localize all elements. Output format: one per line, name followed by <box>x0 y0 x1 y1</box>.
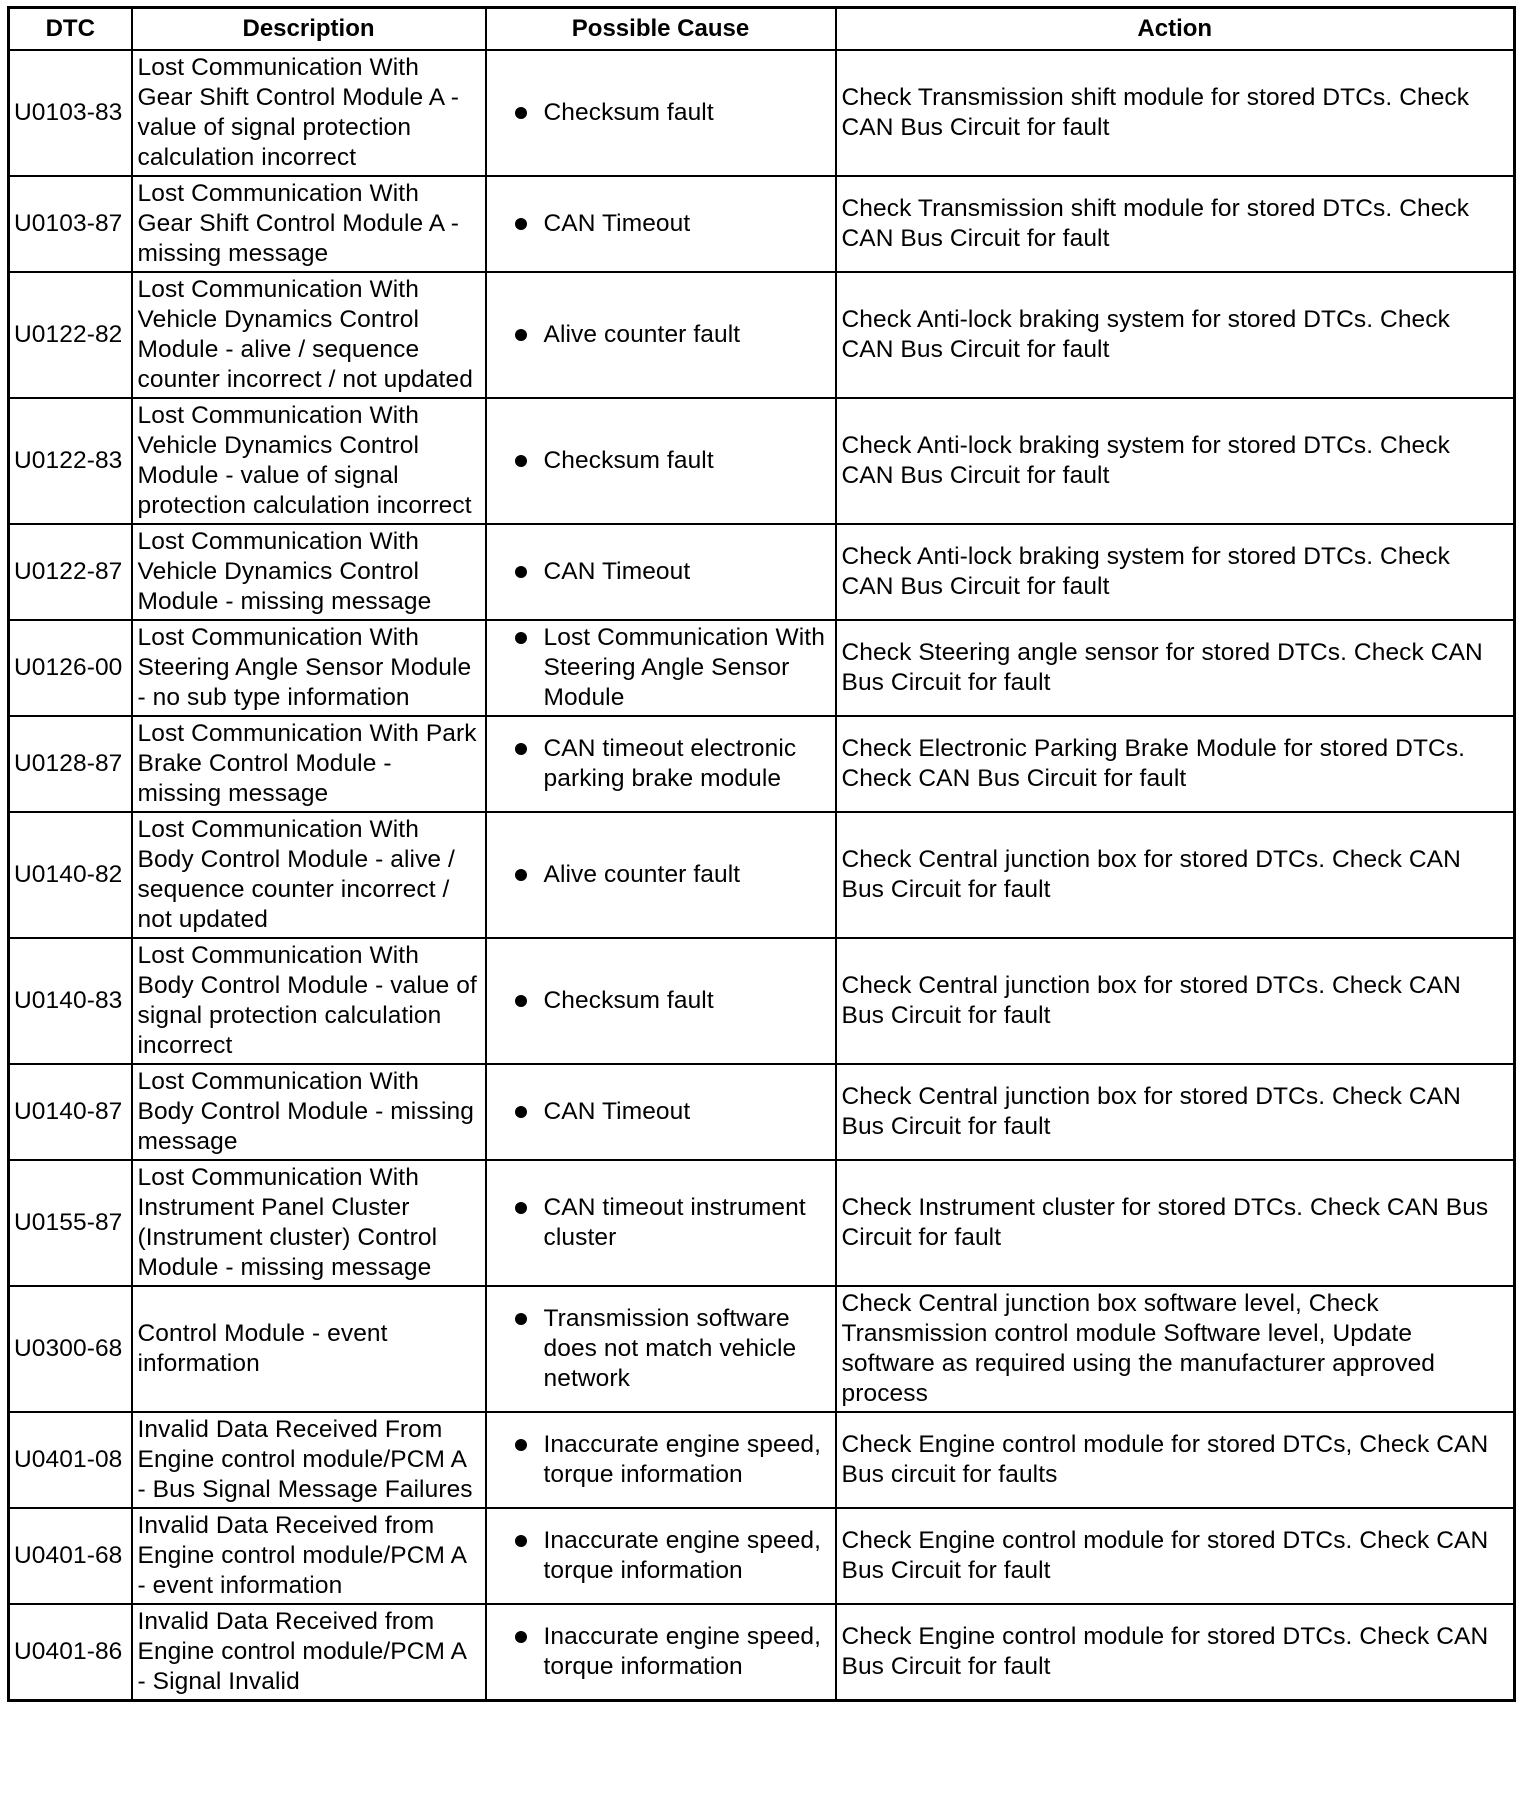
dtc-code: U0155-87 <box>9 1160 132 1286</box>
dtc-code: U0300-68 <box>9 1286 132 1412</box>
possible-cause-list <box>492 320 830 350</box>
action-text: Check Central junction box for stored DTCs. Check CAN Bus Circuit for fault <box>836 1064 1515 1160</box>
table-row <box>9 1064 1515 1160</box>
table-row <box>9 524 1515 620</box>
table-row <box>9 272 1515 398</box>
possible-cause-cell <box>486 938 836 1064</box>
possible-cause-cell <box>486 812 836 938</box>
dtc-description: Invalid Data Received from Engine control module/PCM A - event information <box>132 1508 486 1604</box>
possible-cause-list <box>492 1097 830 1127</box>
possible-cause: CAN Timeout <box>492 209 830 239</box>
action-text: Check Central junction box for stored DTCs. Check CAN Bus Circuit for fault <box>836 938 1515 1064</box>
possible-cause-cell <box>486 524 836 620</box>
possible-cause: Lost Communication With Steering Angle Sensor Module <box>492 623 830 713</box>
possible-cause-cell <box>486 1286 836 1412</box>
possible-cause-cell <box>486 1064 836 1160</box>
dtc-code: U0122-82 <box>9 272 132 398</box>
action-text: Check Engine control module for stored DTCs. Check CAN Bus Circuit for fault <box>836 1508 1515 1604</box>
table-row <box>9 1160 1515 1286</box>
dtc-code: U0126-00 <box>9 620 132 716</box>
dtc-description: Lost Communication With Instrument Panel Cluster (Instrument cluster) Control Module - missing message <box>132 1160 486 1286</box>
dtc-description: Lost Communication With Body Control Module - alive / sequence counter incorrect / not updated <box>132 812 486 938</box>
possible-cause-list <box>492 860 830 890</box>
table-row <box>9 716 1515 812</box>
possible-cause-cell <box>486 272 836 398</box>
dtc-description: Lost Communication With Park Brake Control Module - missing message <box>132 716 486 812</box>
dtc-code: U0401-68 <box>9 1508 132 1604</box>
table-row <box>9 1412 1515 1508</box>
header-possible-cause: Possible Cause <box>486 8 836 50</box>
action-text: Check Instrument cluster for stored DTCs. Check CAN Bus Circuit for fault <box>836 1160 1515 1286</box>
dtc-description: Lost Communication With Gear Shift Control Module A - missing message <box>132 176 486 272</box>
action-text: Check Engine control module for stored DTCs. Check CAN Bus Circuit for fault <box>836 1604 1515 1701</box>
action-text: Check Anti-lock braking system for stored DTCs. Check CAN Bus Circuit for fault <box>836 398 1515 524</box>
possible-cause: Alive counter fault <box>492 860 830 890</box>
possible-cause: Alive counter fault <box>492 320 830 350</box>
possible-cause-list <box>492 623 830 713</box>
possible-cause: Checksum fault <box>492 98 830 128</box>
dtc-code: U0122-83 <box>9 398 132 524</box>
possible-cause: Checksum fault <box>492 986 830 1016</box>
possible-cause: CAN Timeout <box>492 557 830 587</box>
table-header <box>9 8 1515 50</box>
possible-cause-list <box>492 1430 830 1490</box>
possible-cause-list <box>492 446 830 476</box>
possible-cause-cell <box>486 1160 836 1286</box>
table-row <box>9 1604 1515 1701</box>
header-description: Description <box>132 8 486 50</box>
dtc-description: Lost Communication With Vehicle Dynamics Control Module - missing message <box>132 524 486 620</box>
table-row <box>9 620 1515 716</box>
possible-cause: CAN timeout instrument cluster <box>492 1193 830 1253</box>
table-body <box>9 50 1515 1701</box>
dtc-code: U0140-82 <box>9 812 132 938</box>
table-row <box>9 398 1515 524</box>
dtc-code: U0140-87 <box>9 1064 132 1160</box>
action-text: Check Electronic Parking Brake Module for stored DTCs. Check CAN Bus Circuit for fault <box>836 716 1515 812</box>
possible-cause-list <box>492 1622 830 1682</box>
possible-cause-cell <box>486 1604 836 1701</box>
possible-cause: Checksum fault <box>492 446 830 476</box>
dtc-code: U0401-86 <box>9 1604 132 1701</box>
dtc-description: Lost Communication With Body Control Module - missing message <box>132 1064 486 1160</box>
possible-cause-list <box>492 986 830 1016</box>
header-action: Action <box>836 8 1515 50</box>
header-dtc: DTC <box>9 8 132 50</box>
dtc-code: U0103-83 <box>9 50 132 176</box>
action-text: Check Central junction box for stored DTCs. Check CAN Bus Circuit for fault <box>836 812 1515 938</box>
dtc-description: Control Module - event information <box>132 1286 486 1412</box>
possible-cause-list <box>492 98 830 128</box>
dtc-description: Lost Communication With Vehicle Dynamics Control Module - alive / sequence counter incorrect / not updated <box>132 272 486 398</box>
possible-cause: Transmission software does not match vehicle network <box>492 1304 830 1394</box>
dtc-code: U0401-08 <box>9 1412 132 1508</box>
possible-cause-cell <box>486 176 836 272</box>
possible-cause-cell <box>486 50 836 176</box>
possible-cause-list <box>492 557 830 587</box>
possible-cause-list <box>492 1304 830 1394</box>
dtc-description: Lost Communication With Gear Shift Control Module A - value of signal protection calculation incorrect <box>132 50 486 176</box>
action-text: Check Anti-lock braking system for stored DTCs. Check CAN Bus Circuit for fault <box>836 524 1515 620</box>
action-text: Check Steering angle sensor for stored DTCs. Check CAN Bus Circuit for fault <box>836 620 1515 716</box>
table-row <box>9 938 1515 1064</box>
possible-cause: Inaccurate engine speed, torque information <box>492 1526 830 1586</box>
dtc-code: U0103-87 <box>9 176 132 272</box>
possible-cause-cell <box>486 1508 836 1604</box>
possible-cause-cell <box>486 716 836 812</box>
dtc-description: Lost Communication With Vehicle Dynamics Control Module - value of signal protection calculation incorrect <box>132 398 486 524</box>
possible-cause-cell <box>486 1412 836 1508</box>
header-row <box>9 8 1515 50</box>
dtc-code: U0140-83 <box>9 938 132 1064</box>
dtc-code: U0128-87 <box>9 716 132 812</box>
dtc-description: Invalid Data Received from Engine control module/PCM A - Signal Invalid <box>132 1604 486 1701</box>
dtc-description: Invalid Data Received From Engine control module/PCM A - Bus Signal Message Failures <box>132 1412 486 1508</box>
possible-cause-list <box>492 734 830 794</box>
action-text: Check Engine control module for stored DTCs, Check CAN Bus circuit for faults <box>836 1412 1515 1508</box>
dtc-description: Lost Communication With Steering Angle Sensor Module - no sub type information <box>132 620 486 716</box>
dtc-table <box>7 6 1516 1702</box>
action-text: Check Transmission shift module for stored DTCs. Check CAN Bus Circuit for fault <box>836 50 1515 176</box>
possible-cause: Inaccurate engine speed, torque information <box>492 1622 830 1682</box>
possible-cause-list <box>492 209 830 239</box>
possible-cause: CAN timeout electronic parking brake module <box>492 734 830 794</box>
dtc-code: U0122-87 <box>9 524 132 620</box>
possible-cause: Inaccurate engine speed, torque information <box>492 1430 830 1490</box>
possible-cause-cell <box>486 620 836 716</box>
table-row <box>9 50 1515 176</box>
possible-cause-list <box>492 1526 830 1586</box>
action-text: Check Transmission shift module for stored DTCs. Check CAN Bus Circuit for fault <box>836 176 1515 272</box>
table-row <box>9 812 1515 938</box>
possible-cause-cell <box>486 398 836 524</box>
table-row <box>9 1508 1515 1604</box>
action-text: Check Anti-lock braking system for stored DTCs. Check CAN Bus Circuit for fault <box>836 272 1515 398</box>
dtc-description: Lost Communication With Body Control Module - value of signal protection calculation incorrect <box>132 938 486 1064</box>
table-row <box>9 176 1515 272</box>
action-text: Check Central junction box software level, Check Transmission control module Software level, Update software as required using the manufacturer approved process <box>836 1286 1515 1412</box>
table-row <box>9 1286 1515 1412</box>
possible-cause-list <box>492 1193 830 1253</box>
possible-cause: CAN Timeout <box>492 1097 830 1127</box>
